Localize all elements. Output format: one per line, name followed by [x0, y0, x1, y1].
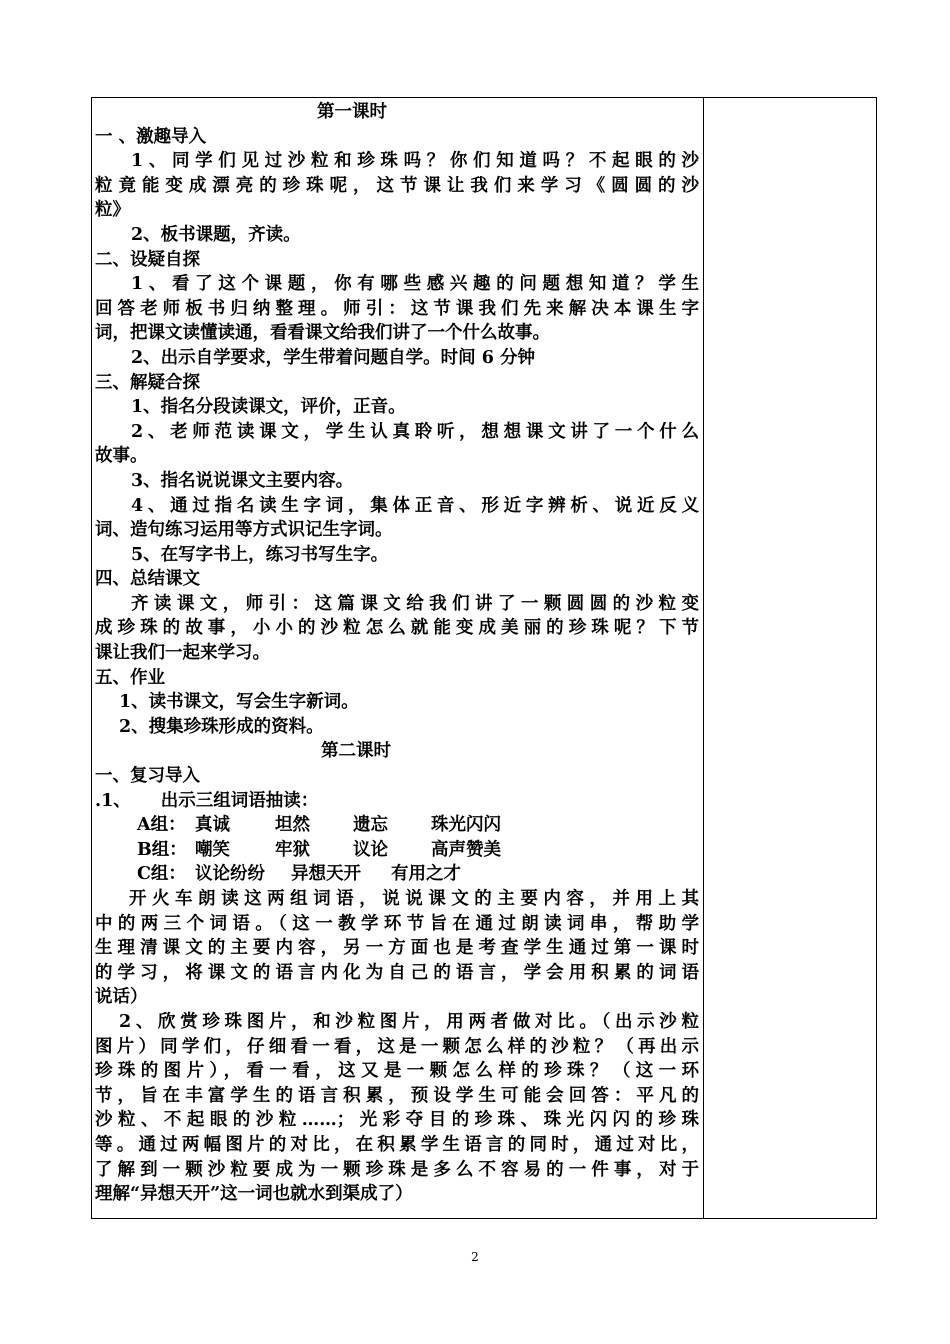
paragraph-line: 1、读书课文，写会生字新词。 [119, 692, 359, 713]
numbered-item [95, 789, 699, 814]
section-heading: 三、解疑合探 [95, 372, 200, 393]
paragraph-line: 课让我们一起来学习。 [95, 643, 270, 664]
paragraph-line: 粒》 [95, 200, 130, 221]
paragraph-line: 珍珠的图片），看一看，这又是一颗怎么样的珍珠？（这一环 [95, 1061, 699, 1082]
lesson1-title: 第一课时 [317, 102, 387, 122]
paragraph-line: 词，把课文读懂读通，看看课文给我们讲了一个什么故事。 [95, 323, 550, 344]
section-heading: 五、作业 [95, 667, 165, 688]
section-heading: 一 、激趣导入 [95, 126, 207, 147]
word: 遗忘 [353, 815, 388, 836]
paragraph-line: 说话） [95, 987, 148, 1008]
lesson-plan-table [91, 97, 877, 1219]
paragraph-line: 故事。 [95, 446, 148, 467]
paragraph-line: 1、指名分段读课文，评价，正音。 [131, 397, 406, 418]
word-group-b [95, 838, 699, 863]
paragraph-line: 1、看了这个课题，你有哪些感兴趣的问题想知道？学生 [131, 274, 699, 295]
paragraph-line: 2、板书课题，齐读。 [131, 224, 301, 245]
section-heading: 一、复习导入 [95, 766, 200, 787]
paragraph-line: 回答老师板书归纳整理。师引：这节课我们先来解决本课生字 [95, 298, 699, 319]
paragraph-line: 生理清课文的主要内容，另一方面也是考查学生通过第一课时 [95, 938, 699, 959]
paragraph-line: 2、搜集珍珠形成的资料。 [119, 716, 324, 737]
word: 有用之才 [391, 864, 461, 885]
word: 议论纷纷 [195, 864, 265, 885]
paragraph-line: 节，旨在丰富学生的语言积累，预设学生可能会回答：平凡的 [95, 1085, 699, 1106]
column-divider [703, 98, 704, 1218]
paragraph-line: 成珍珠的故事，小小的沙粒怎么就能变成美丽的珍珠呢？下节 [95, 618, 699, 639]
paragraph-line: 等。通过两幅图片的对比，在积累学生语言的同时，通过对比， [95, 1134, 699, 1155]
paragraph-line: 2、出示自学要求，学生带着问题自学。时间 6 分钟 [131, 347, 536, 368]
paragraph-line: 2、欣赏珍珠图片，和沙粒图片，用两者做对比。（出示沙粒 [119, 1011, 699, 1032]
paragraph-line: 沙粒、不起眼的沙粒……；光彩夺目的珍珠、珠光闪闪的珍珠 [95, 1110, 699, 1131]
group-label: B组： [137, 839, 187, 860]
paragraph-line: 粒竟能变成漂亮的珍珠呢，这节课让我们来学习《圆圆的沙 [95, 175, 699, 196]
paragraph-line: 图片）同学们，仔细看一看，这是一颗怎么样的沙粒？（再出示 [95, 1036, 699, 1057]
paragraph-line: 5、在写字书上，练习书写生字。 [131, 544, 389, 565]
paragraph-line: 3、指名说说课文主要内容。 [131, 470, 354, 491]
paragraph-line: 2、老师范读课文，学生认真聆听，想想课文讲了一个什么 [131, 421, 699, 442]
paragraph-line: 理解“异想天开”这一词也就水到渠成了） [95, 1184, 413, 1205]
word: 异想天开 [291, 864, 361, 885]
lesson2-title: 第二课时 [321, 741, 391, 762]
group-label: C组： [137, 864, 186, 885]
word: 珠光闪闪 [431, 815, 501, 836]
paragraph-line: 1、同学们见过沙粒和珍珠吗？你们知道吗？不起眼的沙 [131, 151, 699, 172]
word: 嘲笑 [195, 839, 230, 860]
section-heading: 二、设疑自探 [95, 249, 200, 270]
word: 坦然 [275, 815, 310, 836]
item-number: .1、 [95, 790, 131, 811]
paragraph-line: 4、通过指名读生字词，集体正音、形近字辨析、说近反义 [131, 495, 699, 516]
paragraph-line: 中的两三个词语。（这一教学环节旨在通过朗读词串，帮助学 [95, 913, 699, 934]
page-number: 2 [471, 1250, 479, 1264]
group-label: A组： [137, 815, 186, 836]
paragraph-line: 开火车朗读这两组词语，说说课文的主要内容，并用上其 [129, 889, 699, 909]
word: 牢狱 [275, 839, 310, 860]
paragraph-line: 的学习，将课文的语言内化为自己的语言，学会用积累的词语 [95, 962, 699, 983]
paragraph-line: 了解到一颗沙粒要成为一颗珍珠是多么不容易的一件事，对于 [95, 1159, 699, 1180]
section-heading: 四、总结课文 [95, 569, 200, 590]
word: 议论 [353, 839, 388, 860]
word-group-a [95, 813, 699, 838]
paragraph-line: 齐读课文，师引：这篇课文给我们讲了一颗圆圆的沙粒变 [131, 593, 699, 614]
lesson-content-cell [95, 100, 699, 1207]
word: 高声赞美 [431, 839, 501, 860]
item-text: 出示三组词语抽读： [160, 790, 319, 811]
word: 真诚 [195, 815, 230, 836]
paragraph-line: 词、造句练习运用等方式识记生字词。 [95, 520, 393, 541]
word-group-c [95, 862, 699, 887]
